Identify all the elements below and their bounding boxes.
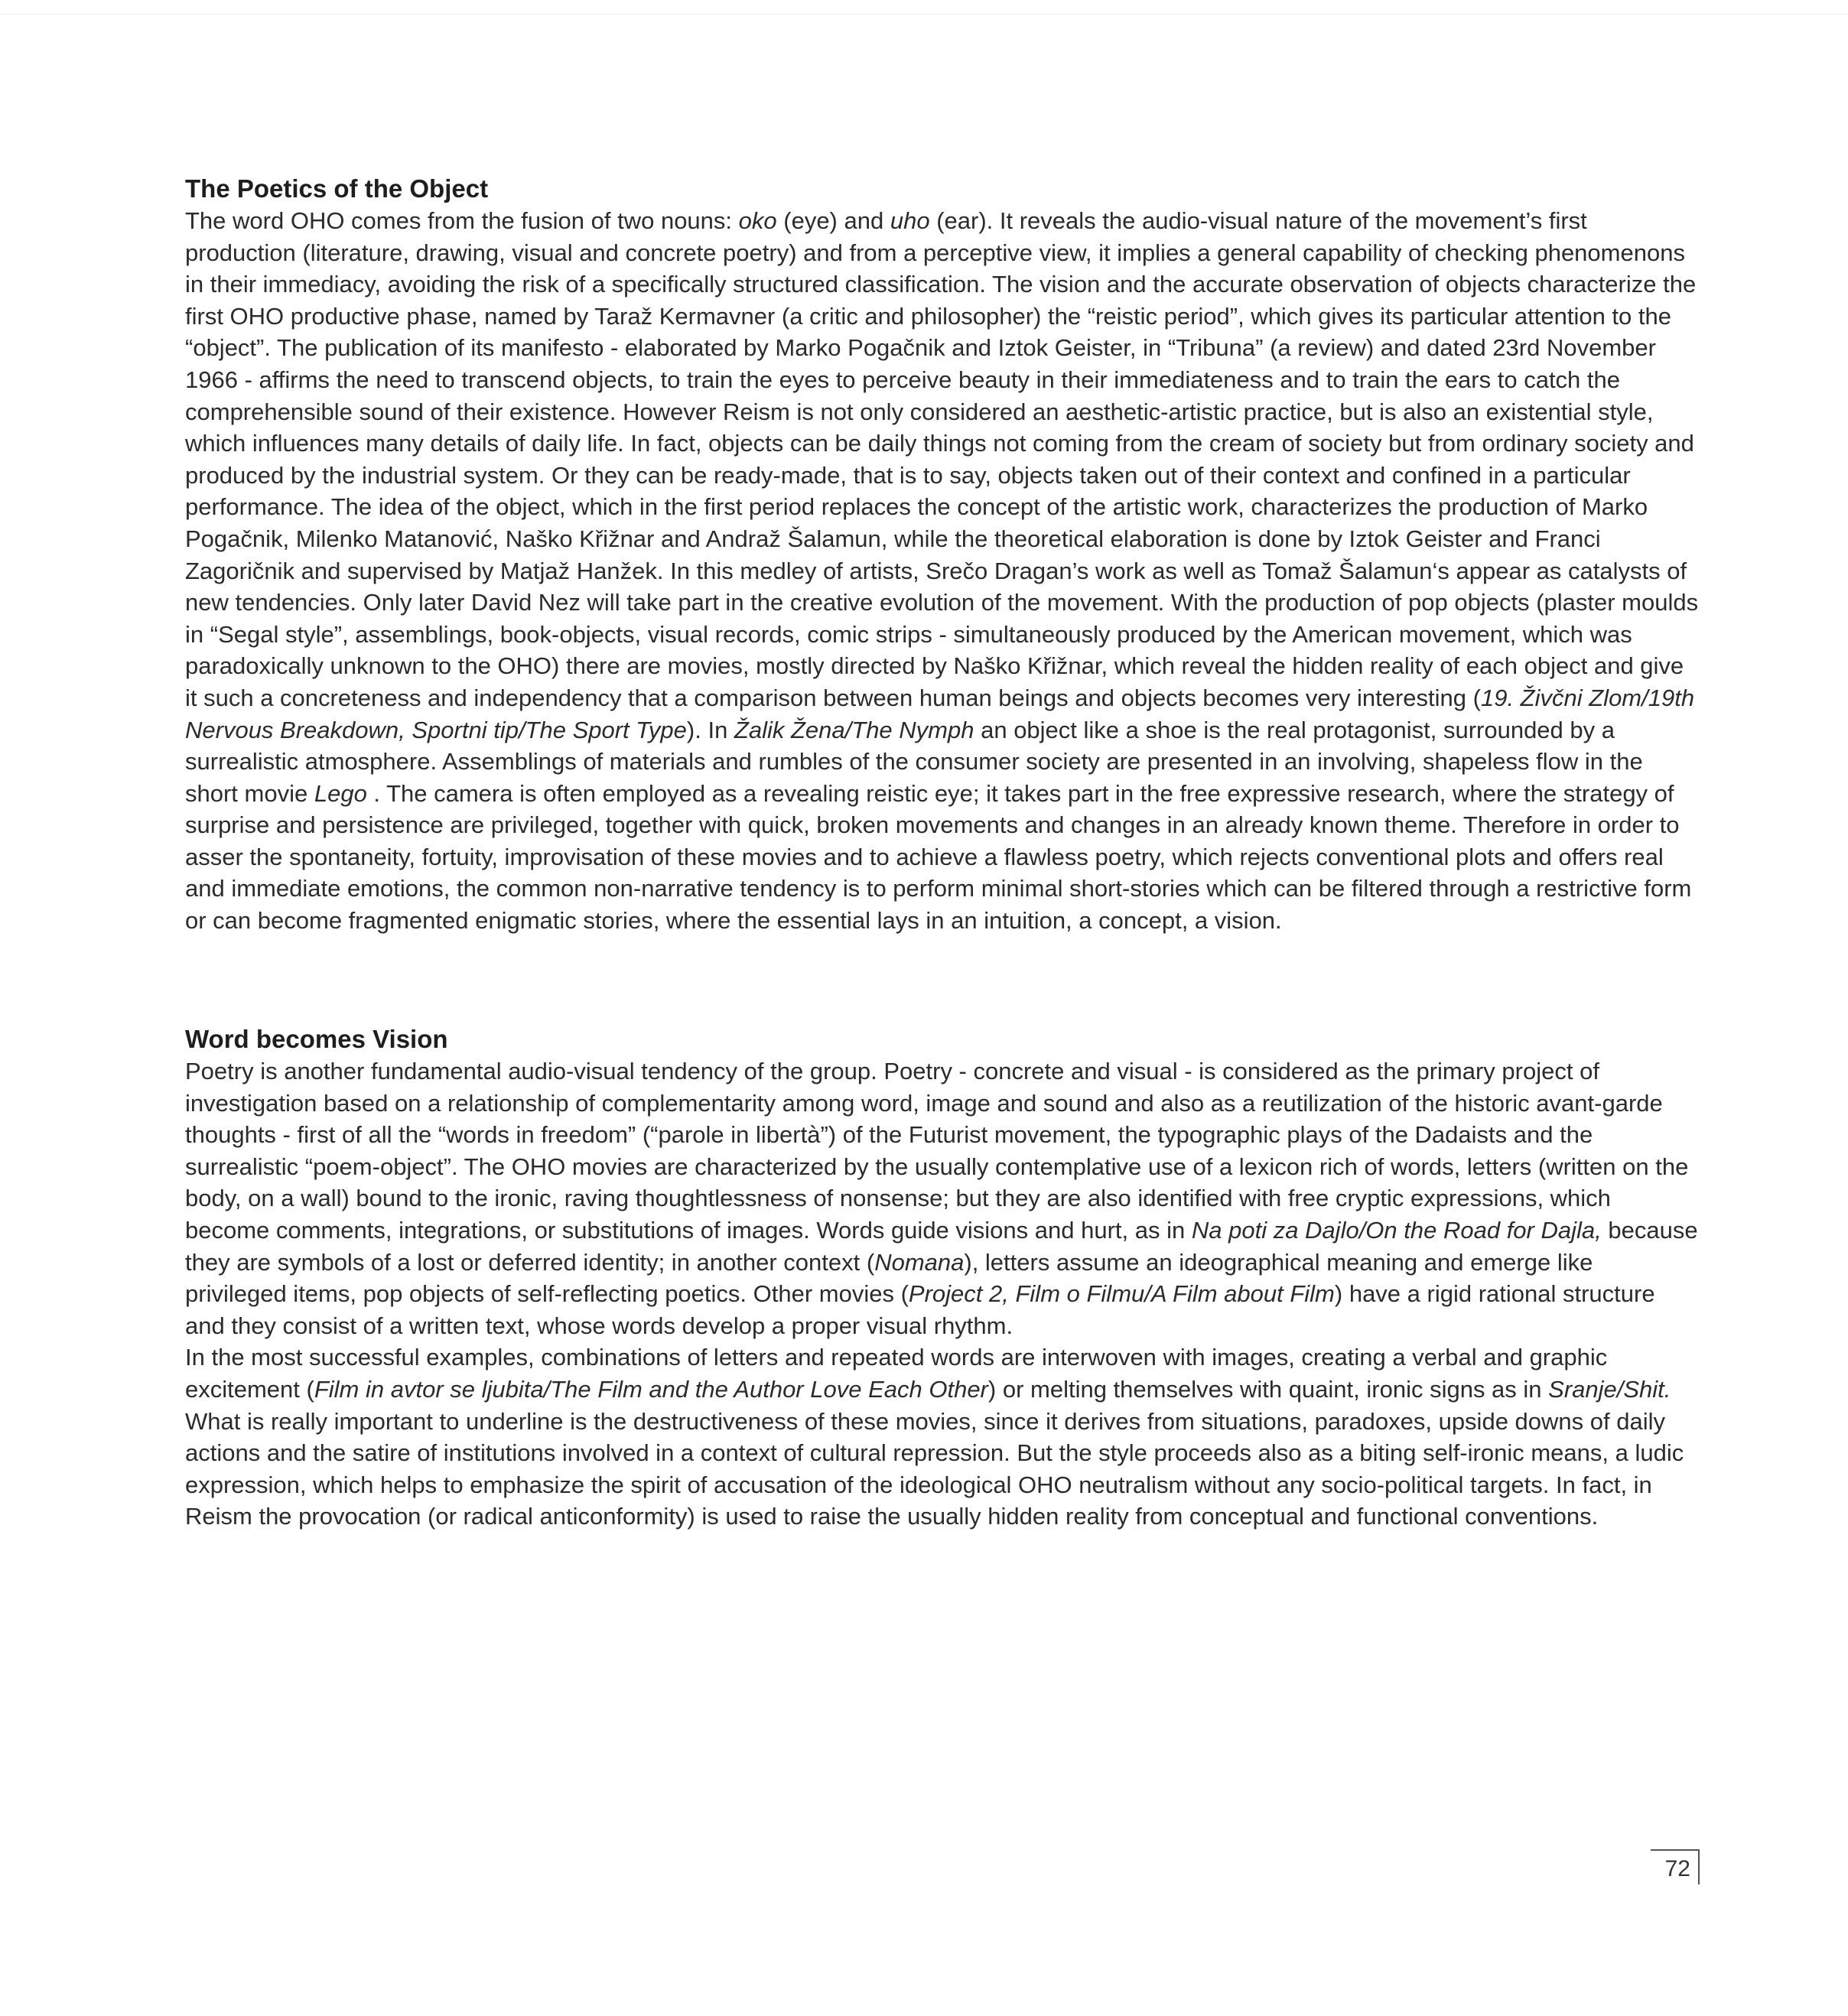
text-run: an object like a shoe is the real protagonist, surrounded by a surrealistic atmosphere. Assemblings of materials and rumbles of the consumer society are presented in an involving, shapeless flow in the short movie xyxy=(185,716,1643,807)
body-paragraph xyxy=(185,1055,1700,1341)
italic-title: Film in avtor se ljubita/The Film and the Author Love Each Other xyxy=(314,1375,988,1403)
body-paragraph xyxy=(185,1341,1700,1533)
section-body xyxy=(185,1055,1700,1533)
text-run: ) have a rigid rational structure and they consist of a written text, whose words develop a proper visual rhythm. xyxy=(185,1280,1655,1339)
text-run: The word OHO comes from the fusion of two nouns: xyxy=(185,207,739,234)
text-run: ) or melting themselves with quaint, ironic signs as in xyxy=(987,1375,1549,1403)
section-heading: The Poetics of the Object xyxy=(185,174,489,203)
italic-title: Žalik Žena/The Nymph xyxy=(734,716,974,743)
italic-title: Nomana xyxy=(874,1248,965,1276)
italic-title: Project 2, Film o Filmu/A Film about Film xyxy=(908,1280,1335,1308)
italic-title: Lego xyxy=(314,779,367,807)
text-run: In the most successful examples, combinations of letters and repeated words are interwoven with images, creating a verbal and graphic excitement ( xyxy=(185,1344,1608,1403)
text-run: What is really important to underline is the destructiveness of these movies, since it derives from situations, paradoxes, upside downs of daily actions and the satire of institutions involved in a context of cultural repression. But the style proceeds also as a biting self-ironic means, a ludic expression, which helps to emphasize the spirit of accusation of the ideological OHO neutralism without any socio-political targets. In fact, in Reism the provocation (or radical anticonformity) is used to raise the usually hidden reality from conceptual and functional conventions. xyxy=(185,1407,1684,1530)
italic-title: 19. Živčni Zlom/19th Nervous Breakdown, Sportni tip/The Sport Type xyxy=(185,684,1695,743)
italic-title: Sranje/Shit. xyxy=(1548,1375,1671,1403)
section-poetics-of-the-object xyxy=(185,173,1700,937)
italic-title: Na poti za Dajlo/On the Road for Dajla, xyxy=(1191,1216,1602,1244)
italic-title: oko xyxy=(738,207,777,234)
page-number: 72 xyxy=(1664,1856,1690,1881)
section-heading: Word becomes Vision xyxy=(185,1025,448,1053)
text-run: Poetry is another fundamental audio-visual tendency of the group. Poetry - concrete and visual - is considered as the primary project of investigation based on a relationship of complementarity among word, image and sound and also as a reutilization of the historic avant-garde thoughts - first of all the “words in freedom” (“parole in libertà”) of the Futurist movement, the typographic plays of the Dadaists and the surrealistic “poem-object”. The OHO movies are characterized by the usually contemplative use of a lexicon rich of words, letters (written on the body, on a wall) bound to the ironic, raving thoughtlessness of nonsense; but they are also identified with free cryptic expressions, which become comments, integrations, or substitutions of images. Words guide visions and hurt, as in xyxy=(185,1058,1689,1244)
section-word-becomes-vision xyxy=(185,1023,1700,1533)
text-run: ). In xyxy=(686,716,734,743)
text-run: . The camera is often employed as a revealing reistic eye; it takes part in the free expressive research, where the strategy of surprise and persistence are privileged, together with quick, broken movements and changes in an already known theme. Therefore in order to asser the spontaneity, fortuity, improvisation of these movies and to achieve a flawless poetry, which rejects conventional plots and offers real and immediate emotions, the common non-narrative tendency is to perform minimal short-stories which can be filtered through a restrictive form or can become fragmented enigmatic stories, where the essential lays in an intuition, a concept, a vision. xyxy=(185,779,1692,935)
page-number-frame xyxy=(1651,1849,1700,1884)
body-paragraph xyxy=(185,205,1700,937)
page-top-edge xyxy=(0,14,1848,15)
italic-title: uho xyxy=(890,207,930,234)
text-run: ), letters assume an ideographical meaning and emerge like privileged items, pop objects of self-reflecting poetics. Other movies ( xyxy=(185,1248,1593,1308)
text-run: because they are symbols of a lost or deferred identity; in another context ( xyxy=(185,1216,1698,1276)
text-run: (ear). It reveals the audio-visual nature of the movement’s first production (literature, drawing, visual and concrete poetry) and from a perceptive view, it implies a general capability of checking phenomenons in their immediacy, avoiding the risk of a specifically structured classification. The vision and the accurate observation of objects characterize the first OHO productive phase, named by Taraž Kermavner (a critic and philosopher) the “reistic period”, which gives its particular attention to the “object”. The publication of its manifesto - elaborated by Marko Pogačnik and Iztok Geister, in “Tribuna” (a review) and dated 23rd November 1966 - affirms the need to transcend objects, to train the eyes to perceive beauty in their immediateness and to train the ears to catch the comprehensible sound of their existence. However Reism is not only considered an aesthetic-artistic practice, but is also an existential style, which influences many details of daily life. In fact, objects can be daily things not coming from the cream of society but from ordinary society and produced by the industrial system. Or they can be ready-made, that is to say, objects taken out of their context and confined in a particular performance. The idea of the object, which in the first period replaces the concept of the artistic work, characterizes the production of Marko Pogačnik, Milenko Matanović, Naško Křižnar and Andraž Šalamun, while the theoretical elaboration is done by Iztok Geister and Franci Zagoričnik and supervised by Matjaž Hanžek. In this medley of artists, Srečo Dragan’s work as well as Tomaž Šalamun‘s appear as catalysts of new tendencies. Only later David Nez will take part in the creative evolution of the movement. With the production of pop objects (plaster moulds in “Segal style”, assemblings, book-objects, visual records, comic strips - simultaneously produced by the American movement, which was paradoxically unknown to the OHO) there are movies, mostly directed by Naško Křižnar, which reveal the hidden reality of each object and give it such a concreteness and independency that a comparison between human beings and objects becomes very interesting ( xyxy=(185,207,1699,711)
section-body xyxy=(185,205,1700,937)
text-run: (eye) and xyxy=(776,207,890,234)
